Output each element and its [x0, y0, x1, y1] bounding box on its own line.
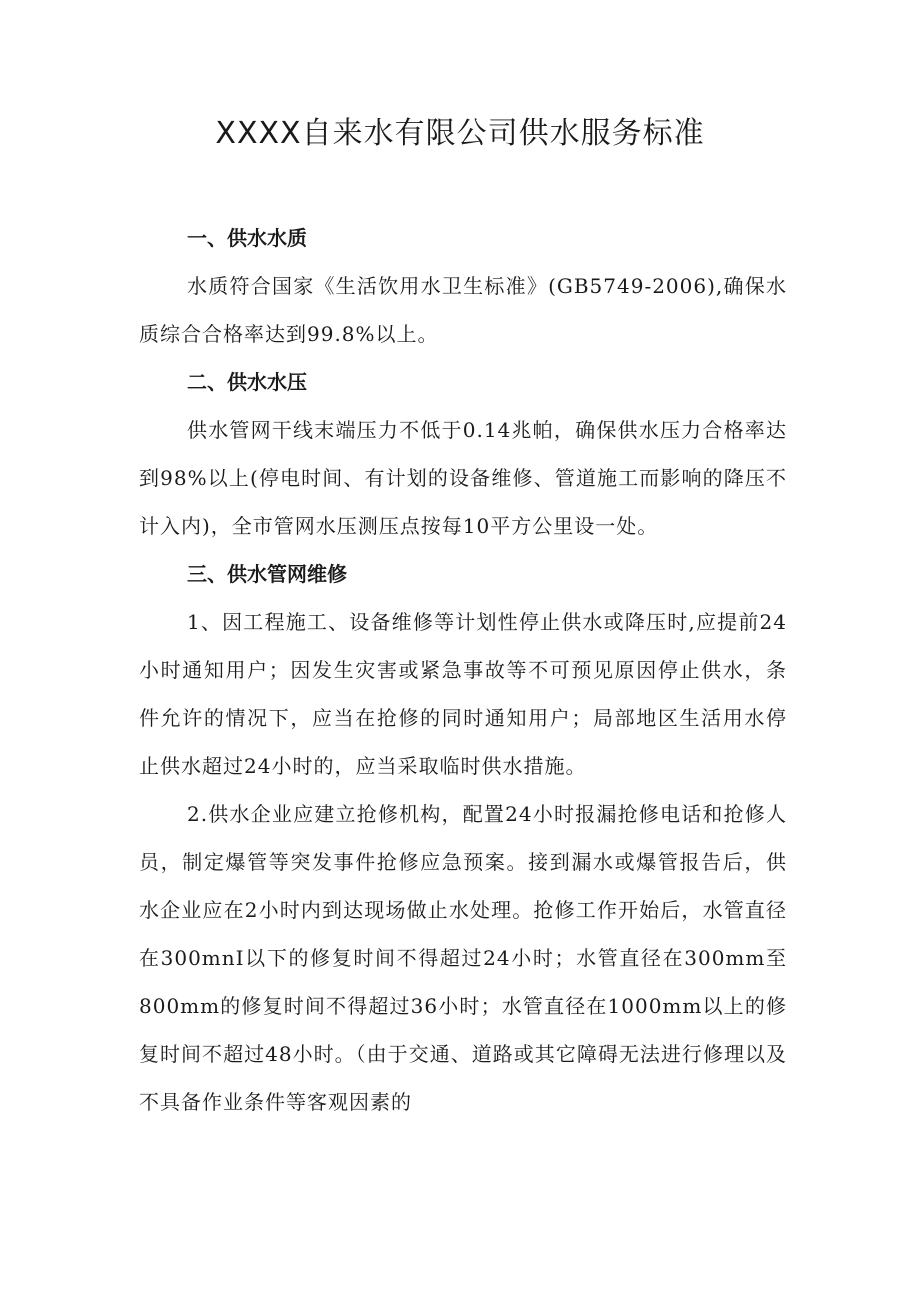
- paragraph-repair-response: 2.供水企业应建立抢修机构，配置24小时报漏抢修电话和抢修人员，制定爆管等突发事件抢修应急预案。接到漏水或爆管报告后，供水企业应在2小时内到达现场做止水处理。抢修工作开始后，水管直径在300mnI以下的修复时间不得超过24小时；水管直径在300mm至800mm的修复时间不得超过36小时；水管直径在1000mm以上的修复时间不超过48小时。（由于交通、道路或其它障碍无法进行修理以及不具备作业条件等客观因素的: [139, 802, 787, 1114]
- paragraph-water-pressure: 供水管网干线末端压力不低于0.14兆帕，确保供水压力合格率达到98%以上(停电时间、有计划的设备维修、管道施工而影响的降压不计入内)，全市管网水压测压点按每10平方公里设一处。: [139, 418, 787, 538]
- paragraph-water-quality: 水质符合国家《生活饮用水卫生标准》(GB5749-2006),确保水质综合合格率达到99.8%以上。: [139, 274, 787, 346]
- section-heading-pipe-maintenance: 三、供水管网维修: [187, 562, 347, 586]
- document-body: [139, 214, 787, 1126]
- section-heading-water-pressure: 二、供水水压: [187, 370, 307, 394]
- document-title: XXXX自来水有限公司供水服务标准: [215, 116, 705, 151]
- paragraph-maintenance-notice: 1、因工程施工、设备维修等计划性停止供水或降压时,应提前24小时通知用户；因发生灾害或紧急事故等不可预见原因停止供水，条件允许的情况下，应当在抢修的同时通知用户；局部地区生活用水停止供水超过24小时的，应当采取临时供水措施。: [139, 610, 787, 778]
- section-heading-water-quality: 一、供水水质: [187, 226, 307, 250]
